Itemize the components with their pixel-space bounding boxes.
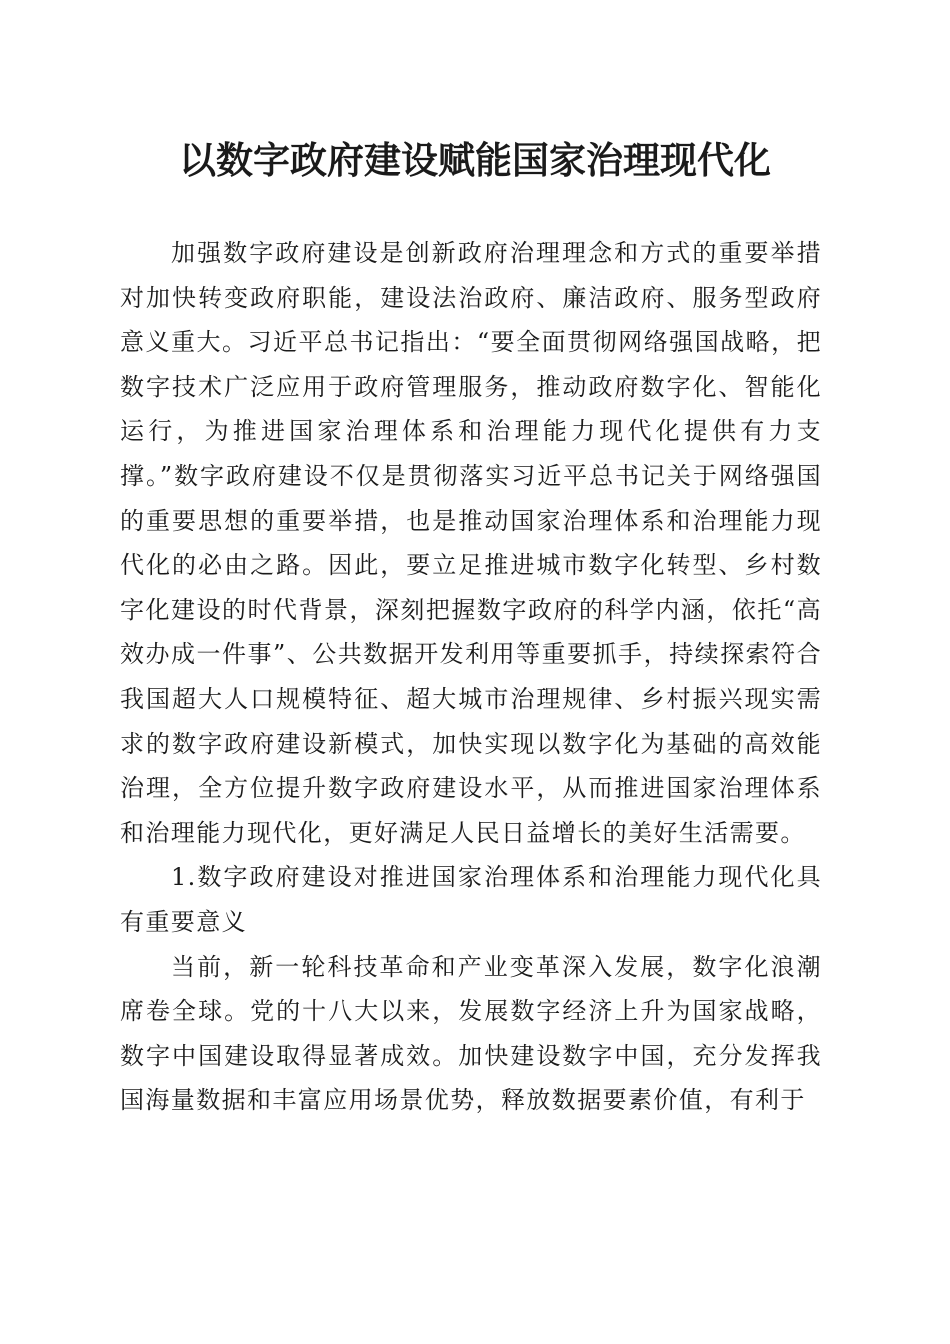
section-1-paragraph: 当前，新一轮科技革命和产业变革深入发展，数字化浪潮席卷全球。党的十八大以来，发展数字经济上升为国家战略，数字中国建设取得显著成效。加快建设数字中国，充分发挥我国海量数据和丰富应用场景优势，释放数据要素价值，有利于 bbox=[120, 952, 822, 1115]
intro-paragraph: 加强数字政府建设是创新政府治理理念和方式的重要举措对加快转变政府职能，建设法治政府、廉洁政府、服务型政府意义重大。习近平总书记指出：“要全面贯彻网络强国战略，把数字技术广泛应用于政府管理服务，推动政府数字化、智能化运行，为推进国家治理体系和治理能力现代化提供有力支撑。”数字政府建设不仅是贯彻落实习近平总书记关于网络强国的重要思想的重要举措，也是推动国家治理体系和治理能力现代化的必由之路。因此，要立足推进城市数字化转型、乡村数字化建设的时代背景，深刻把握数字政府的科学内涵，依托“高效办成一件事”、公共数据开发利用等重要抓手，持续探索符合我国超大人口规模特征、超大城市治理规律、乡村振兴现实需求的数字政府建设新模式，加快实现以数字化为基础的高效能治理，全方位提升数字政府建设水平，从而推进国家治理体系和治理能力现代化，更好满足人民日益增长的美好生活需要。 bbox=[120, 239, 822, 847]
document-body bbox=[120, 231, 822, 1123]
document-title: 以数字政府建设赋能国家治理现代化 bbox=[179, 138, 771, 182]
section-heading-1: 1.数字政府建设对推进国家治理体系和治理能力现代化具有重要意义 bbox=[120, 863, 822, 936]
